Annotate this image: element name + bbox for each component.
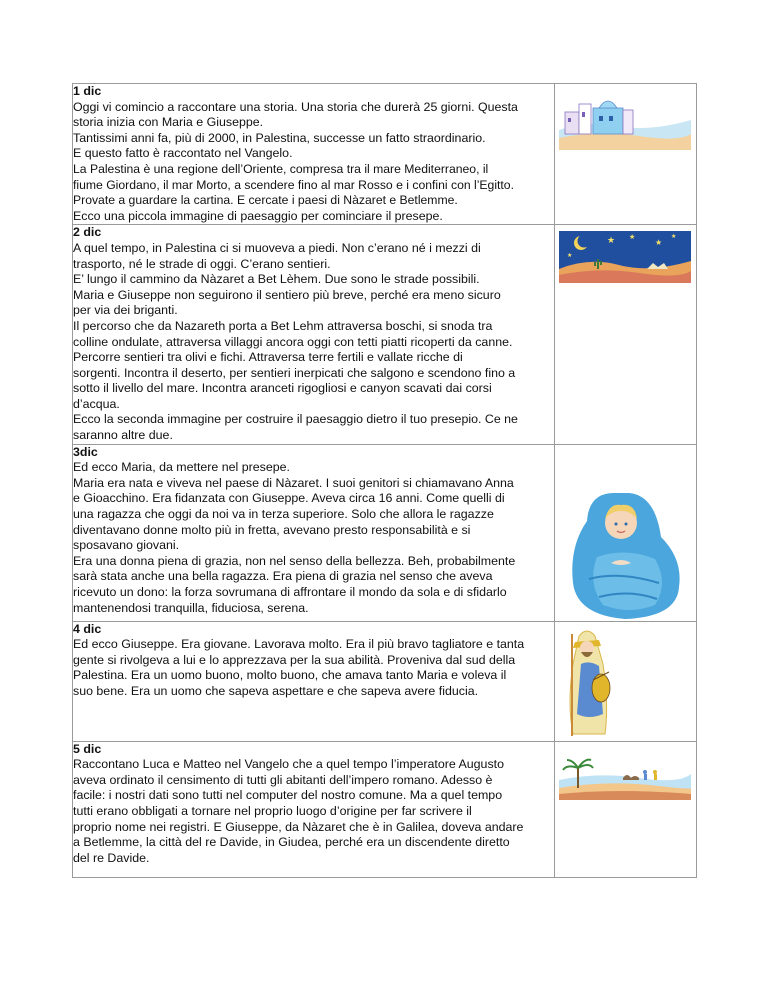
entry-line: Maria e Giuseppe non seguirono il sentiero più breve, perché era meno sicuro <box>73 287 501 302</box>
entry-line: Oggi vi comincio a raccontare una storia. Una storia che durerà 25 giorni. Questa <box>73 99 518 114</box>
entry-line: sorgenti. Incontra il deserto, per sentieri inerpicati che salgono e scendono fino a <box>73 365 516 380</box>
table-row <box>73 741 697 877</box>
joseph-figure-illustration <box>559 624 629 738</box>
advent-calendar-table <box>72 83 697 878</box>
entry-image-cell <box>554 621 696 741</box>
entry-line: Raccontano Luca e Matteo nel Vangelo che a quel tempo l’imperatore Augusto <box>73 757 504 772</box>
entry-line: La Palestina è una regione dell’Oriente, compresa tra il mare Mediterraneo, il <box>73 161 489 176</box>
entry-text-cell <box>73 225 555 444</box>
entry-day: 4 dic <box>73 621 102 636</box>
svg-text:★: ★ <box>606 235 615 246</box>
entry-line: storia inizia con Maria e Giuseppe. <box>73 115 264 130</box>
entry-line: per via dei briganti. <box>73 303 178 318</box>
advent-calendar-page <box>72 83 697 878</box>
entry-line: Ecco una piccola immagine di paesaggio per cominciare il presepe. <box>73 208 443 223</box>
entry-line: a Betlemme, la città del re Davide, in Giudea, perché era un discendente diretto <box>73 835 510 850</box>
entry-line: A quel tempo, in Palestina ci si muoveva a piedi. Non c’erano né i mezzi di <box>73 240 481 255</box>
entry-text-cell <box>73 444 555 621</box>
entry-line: sarà stata anche una bella ragazza. Era piena di grazia nel senso che aveva <box>73 569 493 584</box>
entry-line: Ecco la seconda immagine per costruire il paesaggio dietro il tuo presepio. Ce ne <box>73 412 518 427</box>
entry-line: E’ lungo il cammino da Nàzaret a Bet Lèhem. Due sono le strade possibili. <box>73 272 480 287</box>
entry-text-cell <box>73 741 555 877</box>
svg-text:★: ★ <box>670 234 677 241</box>
entry-line: aveva ordinato il censimento di tutti gli abitanti dell’impero romano. Adesso è <box>73 772 493 787</box>
entry-line: Maria era nata e viveva nel paese di Nàzaret. I suoi genitori si chiamavano Anna <box>73 475 514 490</box>
table-row <box>73 621 697 741</box>
entry-line: suo bene. Era un uomo che sapeva aspettare e che sapeva avere fiducia. <box>73 684 479 699</box>
entry-text-cell <box>73 84 555 225</box>
village-landscape-illustration <box>559 90 691 150</box>
entry-line: diventavano donne molto più in fretta, avevano presto responsabilità e si <box>73 522 471 537</box>
entry-line: Provate a guardare la cartina. E cercate i paesi di Nàzaret e Betlemme. <box>73 193 458 208</box>
entry-line: tutti erano obbligati a tornare nel proprio luogo d’origine per far scrivere il <box>73 804 472 819</box>
entry-image-cell <box>554 225 696 444</box>
entry-line: saranno altre due. <box>73 428 173 443</box>
entry-day: 5 dic <box>73 741 102 756</box>
entry-line: Ed ecco Maria, da mettere nel presepe. <box>73 460 290 475</box>
night-desert-illustration <box>559 231 691 283</box>
entry-line: Ed ecco Giuseppe. Era giovane. Lavorava molto. Era il più bravo tagliatore e tanta <box>73 637 525 652</box>
entry-line: fiume Giordano, il mar Morto, a scendere fino al mar Rosso e i confini con l’Egitto. <box>73 177 514 192</box>
entry-line: ricevuto un dono: la forza sovrumana di affrontare il mondo da sola e di sfidarlo <box>73 585 507 599</box>
mary-figure-illustration <box>559 487 689 623</box>
entry-line: colline ondulate, attraversa villaggi ancora oggi con tetti piatti ricoperti da canne. <box>73 334 513 349</box>
table-row <box>73 84 697 225</box>
entry-line: facile: i nostri dati sono tutti nel computer del nostro comune. Ma a quel tempo <box>73 788 503 803</box>
entry-line: mantenendosi tranquilla, fiduciosa, serena. <box>73 600 309 615</box>
svg-text:★: ★ <box>654 238 662 248</box>
svg-text:★: ★ <box>628 234 635 242</box>
entry-line: sotto il livello del mare. Incontra aranceti rigogliosi e canyon scavati dai corsi <box>73 381 492 396</box>
entry-day: 3dic <box>73 444 98 459</box>
entry-image-cell <box>554 741 696 877</box>
entry-line: una ragazza che oggi da noi va in terza superiore. Solo che allora le ragazze <box>73 507 494 522</box>
entry-line: e Gioacchino. Era fidanzata con Giuseppe. Aveva circa 16 anni. Come quelli di <box>73 491 505 506</box>
entry-line: Percorre sentieri tra olivi e fichi. Attraversa terre fertili e vallate ricche di <box>73 350 463 365</box>
entry-day: 1 dic <box>73 84 102 98</box>
entry-text-cell <box>73 621 555 741</box>
entry-image-cell <box>554 444 696 621</box>
entry-day: 2 dic <box>73 225 102 240</box>
entry-line: del re Davide. <box>73 850 150 865</box>
svg-text:★: ★ <box>566 253 573 260</box>
entry-line: Palestina. Era un uomo buono, molto buono, che amava tanto Maria e voleva il <box>73 668 507 683</box>
entry-line: trasporto, né le strade di oggi. C’erano sentieri. <box>73 256 331 271</box>
entry-line: E questo fatto è raccontato nel Vangelo. <box>73 146 293 161</box>
table-row <box>73 444 697 621</box>
entry-image-cell <box>554 84 696 225</box>
entry-line: Tantissimi anni fa, più di 2000, in Palestina, successe un fatto straordinario. <box>73 130 486 145</box>
entry-line: proprio nome nei registri. E Giuseppe, da Nàzaret che è in Galilea, doveva andare <box>73 819 524 834</box>
entry-line: Il percorso che da Nazareth porta a Bet Lehm attraversa boschi, si snoda tra <box>73 318 493 333</box>
entry-line: d’acqua. <box>73 396 120 411</box>
entry-line: sposavano giovani. <box>73 538 180 553</box>
entry-line: gente si rivolgeva a lui e lo apprezzava per la sua abilità. Proveniva dal sud della <box>73 652 516 667</box>
travel-landscape-illustration <box>559 750 691 800</box>
entry-line: Era una donna piena di grazia, non nel senso della bellezza. Beh, probabilmente <box>73 553 516 568</box>
table-row <box>73 225 697 444</box>
